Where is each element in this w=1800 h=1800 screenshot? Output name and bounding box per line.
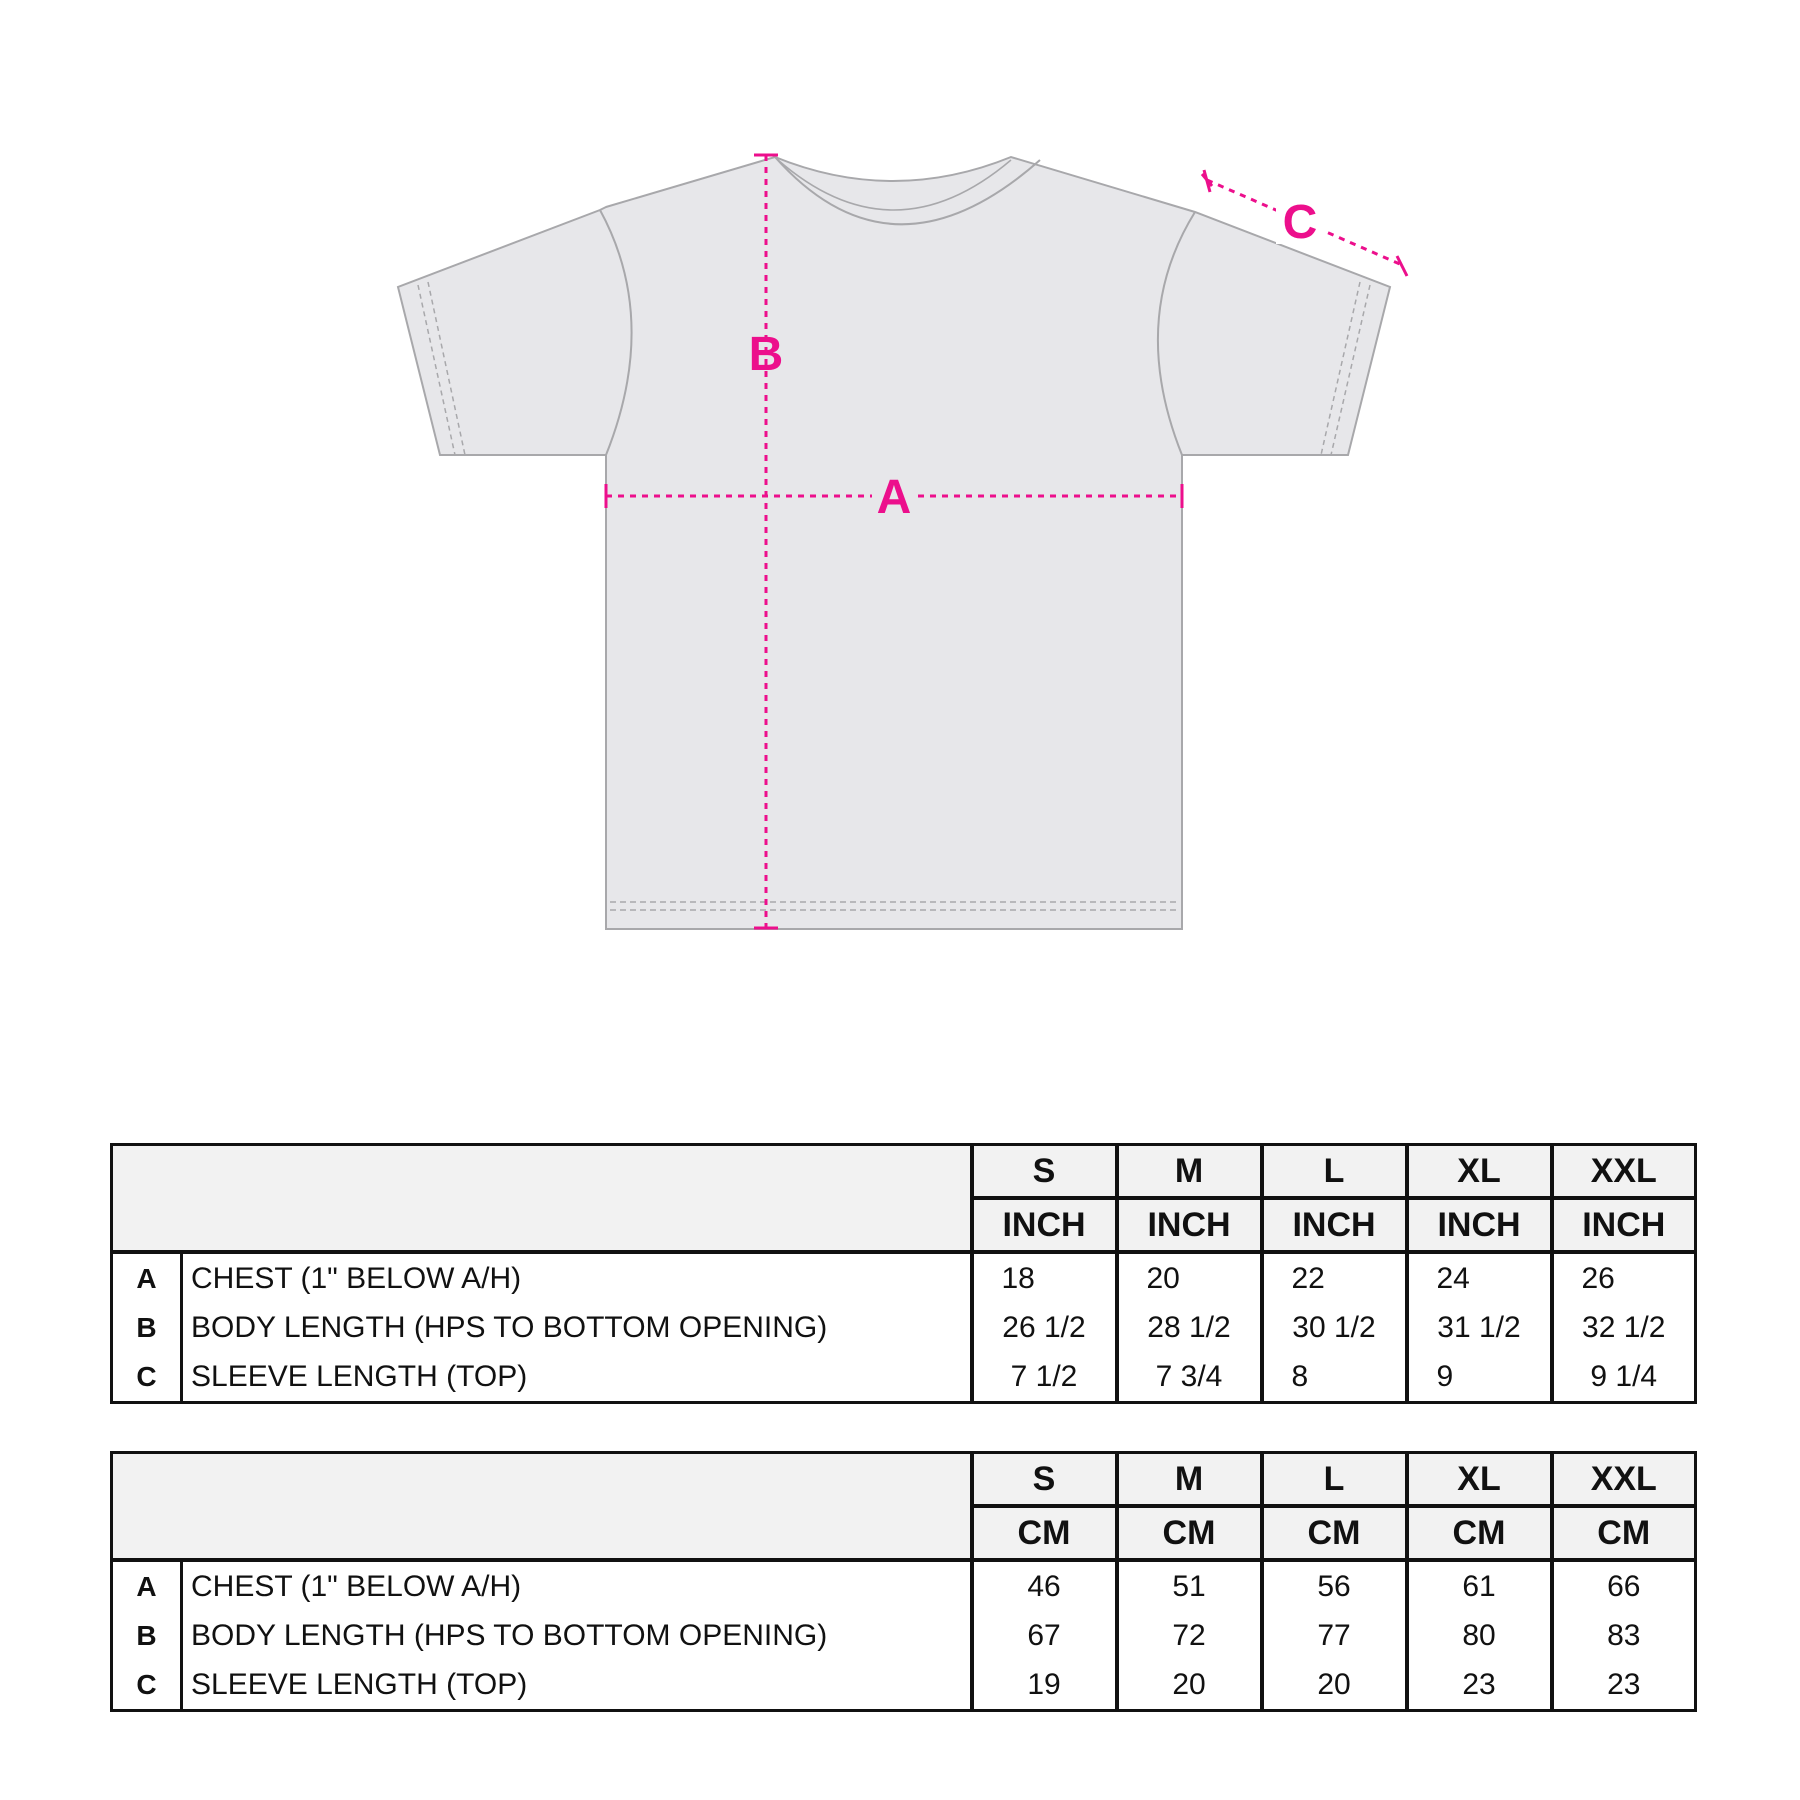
row-letter: C — [112, 1352, 182, 1403]
measure-value: 20 — [1117, 1252, 1262, 1303]
unit-header: INCH — [1552, 1198, 1696, 1252]
measure-value: 24 — [1407, 1252, 1552, 1303]
measure-value: 26 1/2 — [972, 1303, 1117, 1352]
measure-value: 77 — [1262, 1611, 1407, 1660]
measure-value: 7 1/2 — [972, 1352, 1117, 1403]
measure-value: 80 — [1407, 1611, 1552, 1660]
measure-value: 9 1/4 — [1552, 1352, 1696, 1403]
measure-c-label: C — [1282, 196, 1318, 249]
measure-value: 20 — [1262, 1660, 1407, 1711]
measure-b-label: B — [748, 328, 784, 381]
unit-header: INCH — [1262, 1198, 1407, 1252]
table-row — [112, 1303, 1696, 1352]
size-header: XXL — [1552, 1145, 1696, 1199]
measure-value: 19 — [972, 1660, 1117, 1711]
unit-header: CM — [1262, 1506, 1407, 1560]
row-label: CHEST (1" BELOW A/H) — [191, 1569, 522, 1603]
measure-value: 46 — [972, 1560, 1117, 1611]
measure-value: 66 — [1552, 1560, 1696, 1611]
unit-header: CM — [972, 1506, 1117, 1560]
measure-value: 32 1/2 — [1552, 1303, 1696, 1352]
measure-value: 18 — [972, 1252, 1117, 1303]
size-header: XXL — [1552, 1453, 1696, 1507]
measure-value: 83 — [1552, 1611, 1696, 1660]
size-header: L — [1262, 1453, 1407, 1507]
measure-value: 9 — [1407, 1352, 1552, 1403]
measure-value: 28 1/2 — [1117, 1303, 1262, 1352]
measure-value: 31 1/2 — [1407, 1303, 1552, 1352]
unit-header: CM — [1552, 1506, 1696, 1560]
measure-value: 72 — [1117, 1611, 1262, 1660]
row-label: BODY LENGTH (HPS TO BOTTOM OPENING) — [191, 1618, 828, 1652]
unit-header: INCH — [1407, 1198, 1552, 1252]
tshirt-outline — [398, 157, 1390, 929]
row-letter: B — [112, 1611, 182, 1660]
measure-value: 56 — [1262, 1560, 1407, 1611]
row-letter: A — [112, 1560, 182, 1611]
measure-value: 26 — [1552, 1252, 1696, 1303]
size-header: L — [1262, 1145, 1407, 1199]
measure-value: 30 1/2 — [1262, 1303, 1407, 1352]
row-label: CHEST (1" BELOW A/H) — [191, 1261, 522, 1295]
row-label: SLEEVE LENGTH (TOP) — [191, 1359, 528, 1393]
row-label: BODY LENGTH (HPS TO BOTTOM OPENING) — [191, 1310, 828, 1344]
measure-value: 23 — [1407, 1660, 1552, 1711]
table-row — [112, 1611, 1696, 1660]
measure-value: 20 — [1117, 1660, 1262, 1711]
row-letter: B — [112, 1303, 182, 1352]
measure-value: 7 3/4 — [1117, 1352, 1262, 1403]
size-header: S — [972, 1453, 1117, 1507]
unit-header: CM — [1407, 1506, 1552, 1560]
size-header: S — [972, 1145, 1117, 1199]
measure-value: 23 — [1552, 1660, 1696, 1711]
size-table-cm — [110, 1451, 1697, 1712]
measure-value: 61 — [1407, 1560, 1552, 1611]
size-header: XL — [1407, 1453, 1552, 1507]
measure-value: 8 — [1262, 1352, 1407, 1403]
table-row — [112, 1660, 1696, 1711]
row-label: SLEEVE LENGTH (TOP) — [191, 1667, 528, 1701]
size-header: M — [1117, 1145, 1262, 1199]
unit-header: CM — [1117, 1506, 1262, 1560]
unit-header: INCH — [972, 1198, 1117, 1252]
size-header: XL — [1407, 1145, 1552, 1199]
table-row — [112, 1252, 1696, 1303]
size-table-inch — [110, 1143, 1697, 1404]
size-header: M — [1117, 1453, 1262, 1507]
unit-header: INCH — [1117, 1198, 1262, 1252]
measure-value: 51 — [1117, 1560, 1262, 1611]
measure-a-label: A — [876, 471, 912, 524]
row-letter: A — [112, 1252, 182, 1303]
measure-value: 67 — [972, 1611, 1117, 1660]
table-row — [112, 1560, 1696, 1611]
table-row — [112, 1352, 1696, 1403]
row-letter: C — [112, 1660, 182, 1711]
measure-value: 22 — [1262, 1252, 1407, 1303]
table-header-blank — [112, 1145, 972, 1253]
table-header-blank — [112, 1453, 972, 1561]
